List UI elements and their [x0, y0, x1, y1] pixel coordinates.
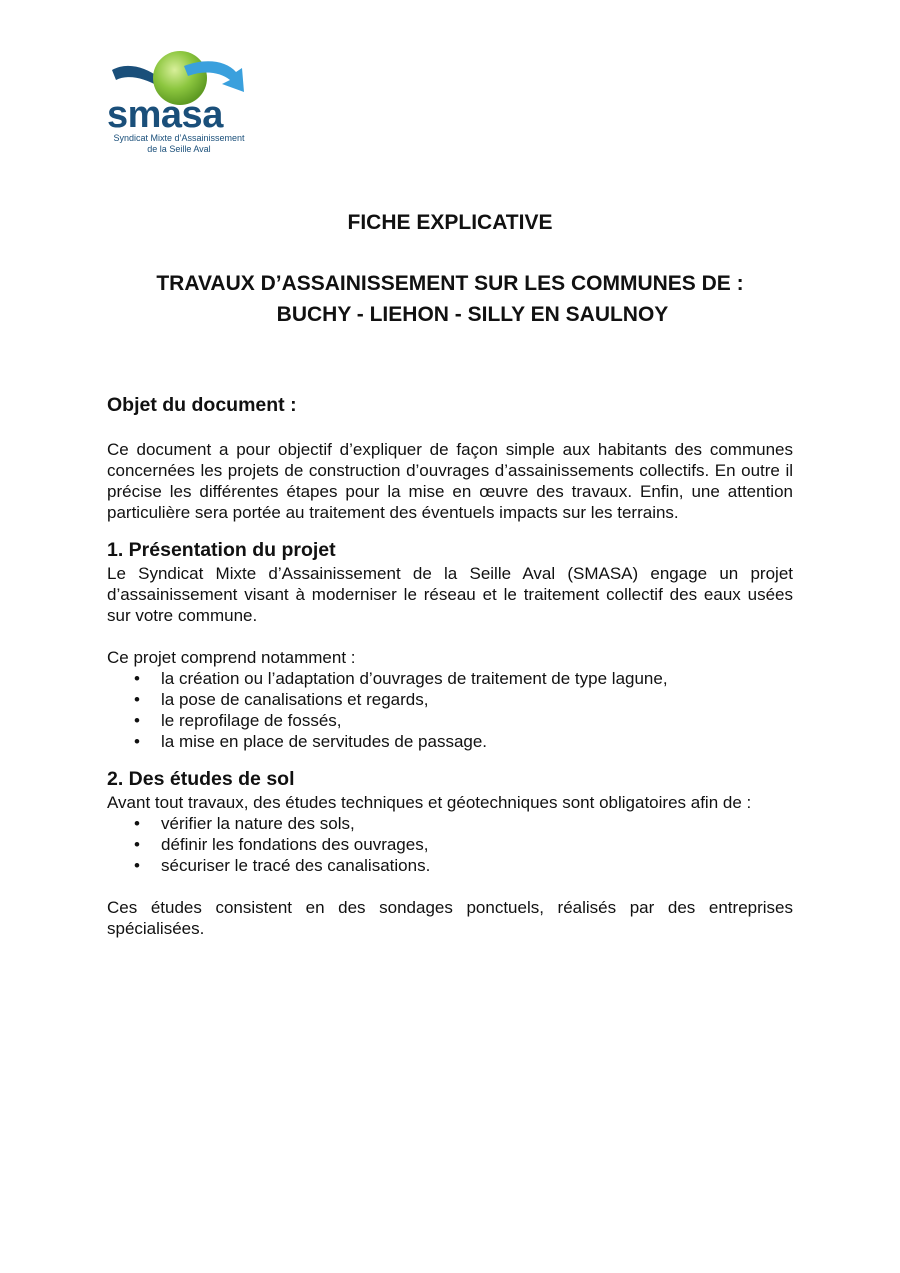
list-item: • sécuriser le tracé des canalisations.: [107, 855, 793, 876]
intro-heading: Objet du document :: [107, 394, 297, 416]
list-item: • la pose de canalisations et regards,: [107, 689, 793, 710]
subtitle-line2: BUCHY - LIEHON - SILLY EN SAULNOY: [276, 303, 669, 326]
document-title: FICHE EXPLICATIVE: [347, 211, 553, 234]
section1-heading: 1. Présentation du projet: [107, 539, 336, 561]
logo-subtitle: [106, 133, 252, 154]
section2-heading: 2. Des études de sol: [107, 768, 295, 790]
section2-list-intro: Avant tout travaux, des études techniques et géotechniques sont obligatoires afin de :: [107, 793, 752, 812]
section1-list: [107, 668, 793, 752]
logo-wordmark: smasa: [107, 94, 223, 136]
subtitle-line1: TRAVAUX D’ASSAINISSEMENT SUR LES COMMUNES DE :: [156, 272, 744, 295]
intro-paragraph: Ce document a pour objectif d’expliquer de façon simple aux habitants des communes concernées les projets de construction d’ouvrages d’assainissements collectifs. En outre il précise les différentes étapes pour la mise en œuvre des travaux. Enfin, une attention particulière sera portée au traitement des éventuels impacts sur les terrains.: [107, 440, 793, 522]
list-item: • vérifier la nature des sols,: [107, 813, 793, 834]
smasa-logo: [104, 48, 254, 158]
section1-paragraph: Le Syndicat Mixte d’Assainissement de la Seille Aval (SMASA) engage un projet d’assainissement visant à moderniser le réseau et le traitement collectif des eaux usées sur votre commune.: [107, 564, 793, 625]
document-body: [107, 392, 793, 939]
section2-paragraph: Ces études consistent en des sondages ponctuels, réalisés par des entreprises spécialisées.: [107, 898, 793, 938]
section1-list-intro: Ce projet comprend notamment :: [107, 648, 356, 667]
document-subtitle: [0, 268, 900, 330]
list-item: • la mise en place de servitudes de passage.: [107, 731, 793, 752]
list-item: • la création ou l’adaptation d’ouvrages de traitement de type lagune,: [107, 668, 793, 689]
list-item: • le reprofilage de fossés,: [107, 710, 793, 731]
section2-list: [107, 813, 793, 876]
logo-subtitle-line2: de la Seille Aval: [147, 143, 211, 154]
list-item: • définir les fondations des ouvrages,: [107, 834, 793, 855]
logo-subtitle-line1: Syndicat Mixte d’Assainissement: [113, 133, 245, 143]
